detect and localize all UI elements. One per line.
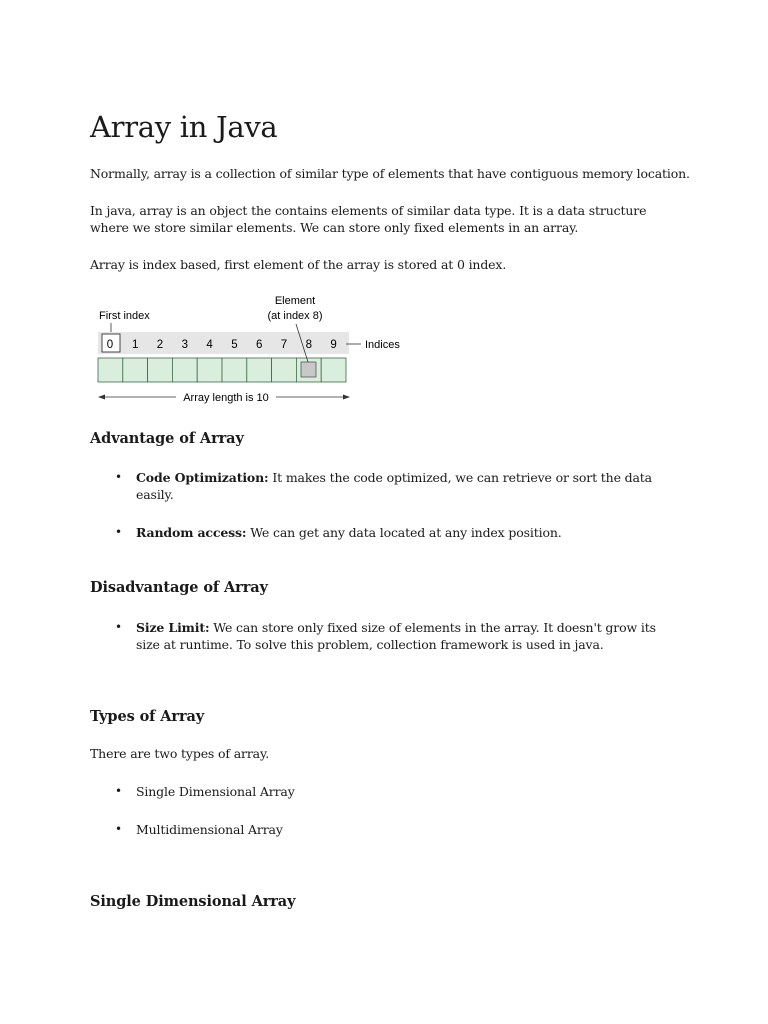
first-index-label: First index — [99, 310, 150, 322]
bullet-icon: • — [115, 784, 122, 798]
list-item-text: We can store only fixed size of elements in the array. It doesn't grow its size at runtime. To solve this problem, collection framework is used in java. — [136, 620, 656, 652]
list-item-term: Random access: — [136, 525, 247, 540]
bullet-icon: • — [115, 822, 122, 836]
page-title: Array in Java — [90, 110, 278, 144]
index-number: 4 — [206, 339, 213, 351]
index-number: 8 — [305, 339, 313, 351]
disadvantage-heading: Disadvantage of Array — [90, 579, 268, 596]
array-cell — [98, 358, 123, 382]
list-item — [90, 821, 680, 838]
length-arrowhead-left — [98, 395, 105, 400]
list-item — [90, 469, 680, 503]
bullet-icon: • — [115, 525, 122, 539]
array-cell — [197, 358, 222, 382]
list-item-text: We can get any data located at any index position. — [246, 525, 562, 540]
list-item-text: It makes the code optimized, we can retrieve or sort the data easily. — [136, 470, 652, 502]
index-number: 1 — [131, 339, 139, 351]
list-item — [90, 783, 680, 800]
array-cell — [222, 358, 247, 382]
index-number: 7 — [280, 339, 288, 351]
list-item-text: Single Dimensional Array — [136, 784, 295, 799]
list-item-term: Code Optimization: — [136, 470, 269, 485]
intro-paragraph-3: Array is index based, first element of the array is stored at 0 index. — [90, 257, 507, 272]
index-number: 2 — [156, 339, 164, 351]
array-cell — [172, 358, 197, 382]
list-item-text: Multidimensional Array — [136, 822, 283, 837]
index-number: 3 — [181, 339, 189, 351]
element-label-line1: Element — [274, 295, 316, 307]
index-number: 0 — [106, 339, 114, 351]
list-item — [90, 524, 680, 541]
length-arrowhead-right — [343, 395, 350, 400]
intro-paragraph-1: Normally, array is a collection of similar type of elements that have contiguous memory location. — [90, 166, 690, 181]
highlighted-element — [301, 362, 316, 377]
indices-label: Indices — [365, 339, 400, 351]
index-number: 6 — [255, 339, 263, 351]
array-cell — [321, 358, 346, 382]
array-cell — [123, 358, 148, 382]
index-number: 9 — [330, 339, 337, 351]
array-diagram — [90, 292, 420, 412]
element-label-line2: (at index 8) — [267, 310, 323, 322]
bullet-icon: • — [115, 470, 122, 484]
intro-paragraph-2: In java, array is an object the contains elements of similar data type. It is a data structure where we store similar elements. We can store only fixed elements in an array. — [90, 203, 647, 235]
single-dimensional-heading: Single Dimensional Array — [90, 893, 296, 910]
types-list — [90, 783, 680, 838]
array-cell — [148, 358, 173, 382]
list-item-term: Size Limit: — [136, 620, 210, 635]
bullet-icon: • — [115, 620, 122, 634]
types-heading: Types of Array — [90, 708, 205, 725]
index-number: 5 — [231, 339, 238, 351]
length-label: Array length is 10 — [183, 392, 269, 404]
disadvantage-list — [90, 619, 680, 653]
types-intro: There are two types of array. — [90, 746, 270, 761]
advantage-list — [90, 469, 680, 541]
array-cell — [272, 358, 297, 382]
advantage-heading: Advantage of Array — [90, 430, 244, 447]
list-item — [90, 619, 680, 653]
array-cell — [247, 358, 272, 382]
